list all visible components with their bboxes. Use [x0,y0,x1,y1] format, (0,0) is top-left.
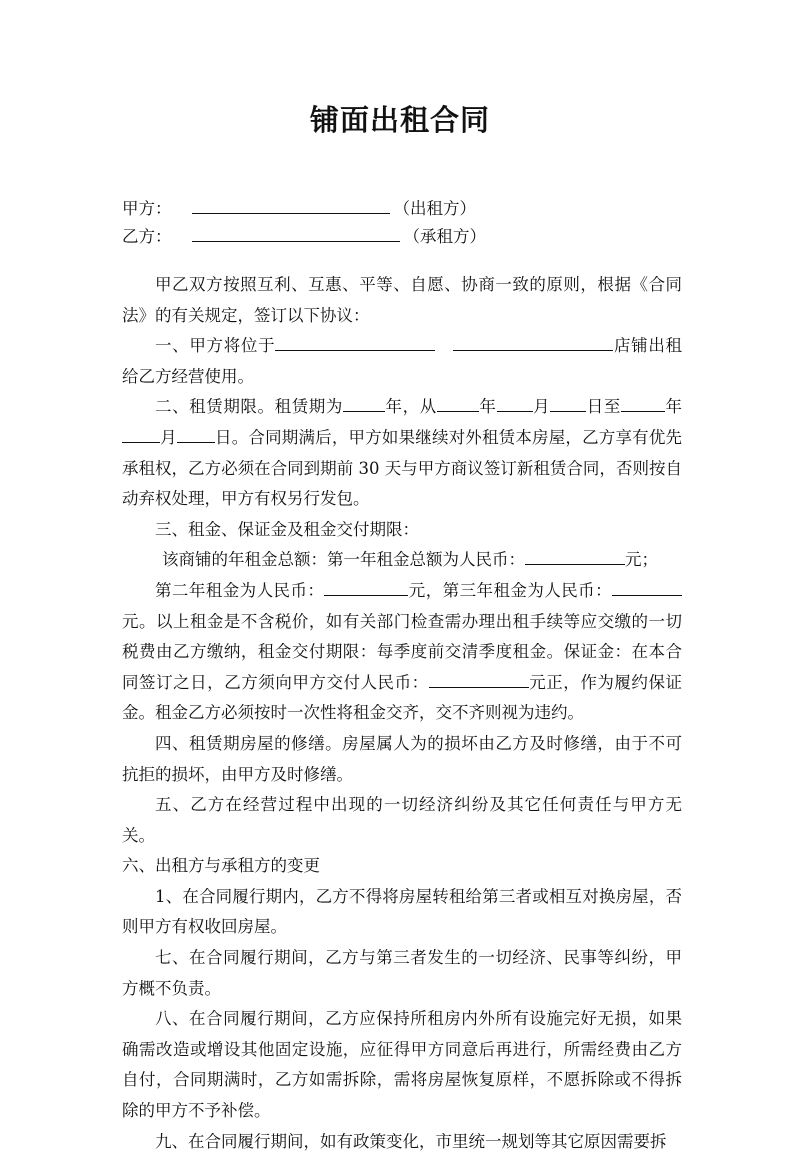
end-day-blank [177,427,215,443]
clause-3-2-text-c: 元。以上租金是不含税价，如有关部门检查需办理出租手续等应交缴的一切税费由乙方缴纳，租金交付期限：每季度前交清季度租金。保证金：在本合同签订之日，乙方须向甲方交付人民币： [122,611,682,692]
start-year-blank [437,396,479,412]
clause-8 [122,1004,682,1126]
clause-3-heading: 三、租金、保证金及租金交付期限： [155,519,419,539]
clause-2-text-b: 年，从 [384,397,437,417]
clause-5 [122,790,682,851]
clause-2-text-c: 年 [478,397,497,417]
clause-6 [122,851,682,882]
clause-3-2-text-d: 元正，作为履约保证金。租金乙方必须按时一次性将租金交齐，交不齐则视为违约。 [122,672,683,723]
clause-8-text: 八、在合同履行期间，乙方应保持所租房内外所有设施完好无损，如果确需改造或增设其他固定设施，应征得甲方同意后再进行，所需经费由乙方自付，合同期满时，乙方如需拆除，需将房屋恢复原样，不愿拆除或不得拆除的甲方不予补偿。 [122,1009,682,1121]
clause-2-text-f: 年 [664,397,683,417]
start-month-blank [497,396,533,412]
party-b-line [122,225,486,248]
clause-2-text-d: 月 [532,397,551,417]
clause-1-text-a: 一、甲方将位于 [155,336,276,356]
start-day-blank [550,396,586,412]
clause-2-text-a: 二、租赁期限。租赁期为 [155,397,343,417]
intro-paragraph [122,270,682,331]
clause-2-text-g: 月 [160,427,177,447]
clause-7 [122,943,682,1004]
location-blank-2 [453,335,613,351]
end-year-blank [621,396,665,412]
clause-3-2-text-a: 第二年租金为人民币： [155,580,325,600]
clause-3-2-text-b: 元，第三年租金为人民币： [408,580,613,600]
party-a-line [122,197,476,220]
clause-1-text-b: 店铺出租给乙方经营使用。 [122,336,683,386]
clause-6-1 [122,882,682,943]
deposit-blank [429,672,529,688]
clause-2-text-e: 日至 [586,397,621,417]
clause-2 [122,392,682,514]
party-a-label: 甲方： [122,199,172,218]
clause-3-1-text-a: 该商铺的年租金总额：第一年租金总额为人民币： [162,550,525,570]
contract-body [122,270,682,1157]
clause-7-text: 七、在合同履行期间，乙方与第三者发生的一切经济、民事等纠纷，甲方概不负责。 [122,948,682,998]
party-a-role: （出租方） [393,199,476,218]
party-b-blank [192,225,400,242]
clause-5-text: 五、乙方在经营过程中出现的一切经济纠纷及其它任何责任与甲方无关。 [122,795,682,845]
third-year-rent-blank [612,580,682,596]
first-year-rent-blank [525,549,625,565]
party-b-role: （承租方） [403,227,486,246]
end-month-blank [122,427,160,443]
clause-9-text: 九、在合同履行期间，如有政策变化，市里统一规划等其它原因需要拆 [155,1131,667,1151]
party-b-label: 乙方： [122,227,172,246]
clause-4-text: 四、租赁期房屋的修缮。房屋属人为的损坏由乙方及时修缮，由于不可抗拒的损坏，由甲方及时修缮。 [122,733,682,784]
clause-3-1-text-b: 元； [625,550,658,570]
second-year-rent-blank [324,580,408,596]
clause-1 [122,331,682,392]
term-years-blank [343,396,385,412]
party-a-blank [192,197,390,214]
location-blank-1 [275,335,435,351]
clause-3-2 [122,576,682,729]
clause-3-1 [122,545,682,576]
clause-3 [122,515,682,546]
clause-9 [122,1127,682,1157]
clause-4 [122,729,682,790]
clause-6-1-text: 1、在合同履行期内，乙方不得将房屋转租给第三者或相互对换房屋，否则甲方有权收回房屋。 [122,886,682,937]
clause-6-heading: 六、出租方与承租方的变更 [122,856,320,876]
clause-2-text-h: 日。合同期满后，甲方如果继续对外租赁本房屋，乙方享有优先承租权，乙方必须在合同到期前 30 天与甲方商议签订新租赁合同，否则按自动弃权处理，甲方有权另行发包。 [122,427,683,509]
document-title: 铺面出租合同 [309,103,490,137]
intro-text: 甲乙双方按照互利、互惠、平等、自愿、协商一致的原则，根据《合同法》的有关规定，签订以下协议： [122,275,682,325]
